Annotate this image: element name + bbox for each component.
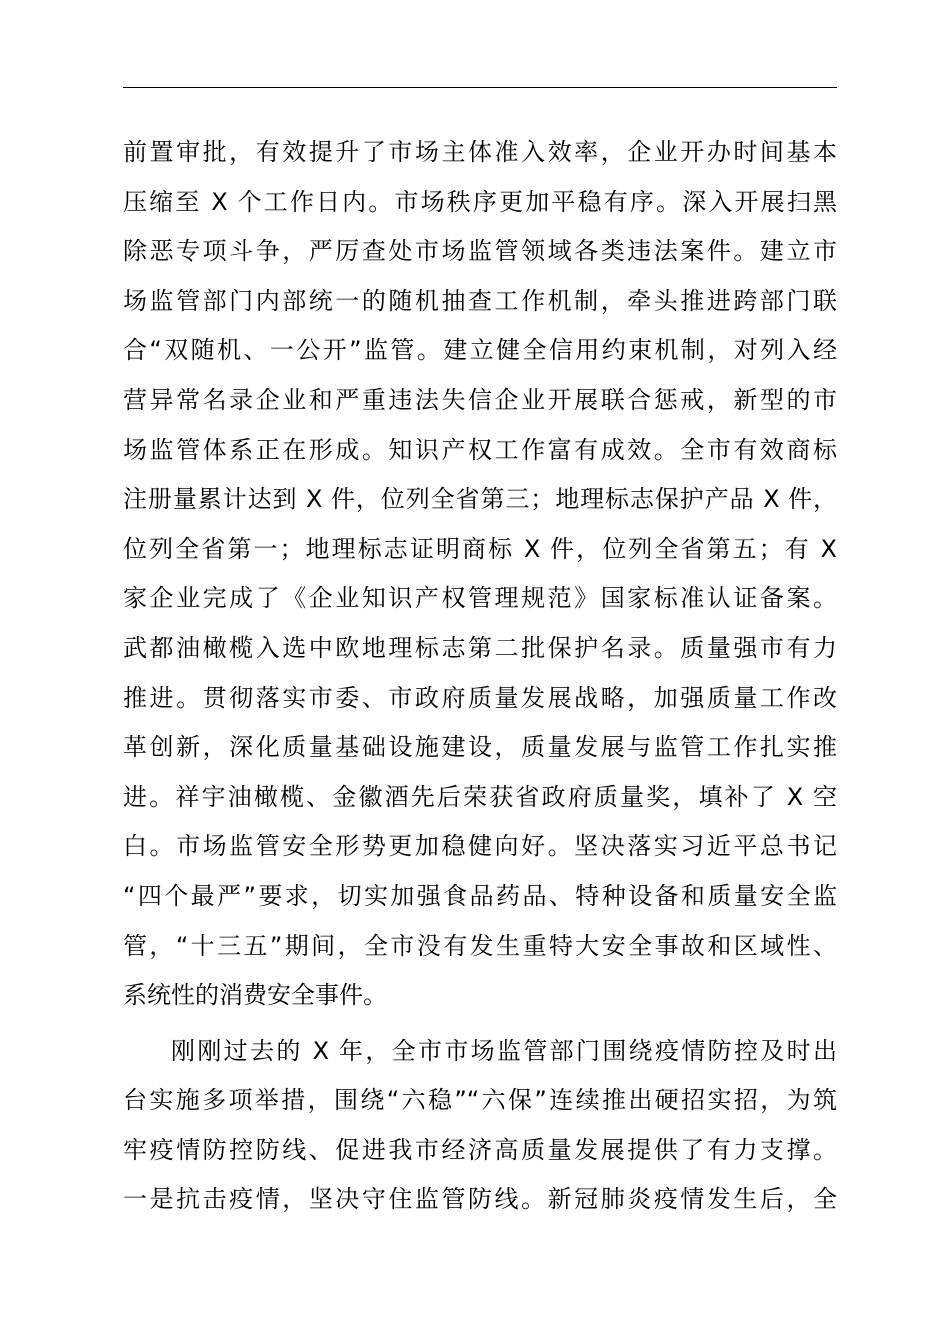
text-line: 系统性的消费安全事件。: [123, 981, 387, 1010]
text-line: 白。市场监管安全形势更加稳健向好。坚决落实习近平总书记: [123, 832, 837, 861]
text-line: 管，“十三五”期间，全市没有发生重特大安全事故和区域性、: [123, 931, 837, 960]
text-line: 进。祥宇油橄榄、金徽酒先后荣获省政府质量奖，填补了 X 空: [123, 782, 837, 811]
text-line: 除恶专项斗争，严厉查处市场监管领域各类违法案件。建立市: [123, 237, 837, 266]
text-line: 武都油橄榄入选中欧地理标志第二批保护名录。质量强市有力: [123, 633, 837, 662]
paragraph-1: [123, 128, 837, 1021]
paragraph-2: [123, 1027, 837, 1225]
text-line: 压缩至 X 个工作日内。市场秩序更加平稳有序。深入开展扫黑: [123, 187, 837, 216]
text-line: 位列全省第一；地理标志证明商标 X 件，位列全省第五；有 X: [123, 534, 837, 563]
header-rule: [123, 87, 837, 88]
text-line: 台实施多项举措，围绕“六稳”“六保”连续推出硬招实招，为筑: [123, 1086, 837, 1115]
text-line: 家企业完成了《企业知识产权管理规范》国家标准认证备案。: [123, 584, 837, 613]
text-line: 营异常名录企业和严重违法失信企业开展联合惩戒，新型的市: [123, 385, 837, 414]
text-line: 革创新，深化质量基础设施建设，质量发展与监管工作扎实推: [123, 733, 837, 762]
text-line: 场监管体系正在形成。知识产权工作富有成效。全市有效商标: [123, 435, 837, 464]
text-line: 牢疫情防控防线、促进我市经济高质量发展提供了有力支撑。: [123, 1135, 837, 1164]
text-line: 合“双随机、一公开”监管。建立健全信用约束机制，对列入经: [123, 336, 837, 365]
text-line: 注册量累计达到 X 件，位列全省第三；地理标志保护产品 X 件，: [123, 485, 837, 514]
text-line: 一是抗击疫情，坚决守住监管防线。新冠肺炎疫情发生后，全: [123, 1185, 837, 1214]
document-body: [123, 128, 837, 1225]
text-line: 场监管部门内部统一的随机抽查工作机制，牵头推进跨部门联: [123, 286, 837, 315]
text-line: 前置审批，有效提升了市场主体准入效率，企业开办时间基本: [123, 138, 837, 166]
text-line: 刚刚过去的 X 年，全市市场监管部门围绕疫情防控及时出: [171, 1036, 837, 1065]
text-line: 推进。贯彻落实市委、市政府质量发展战略，加强质量工作改: [123, 683, 837, 712]
text-line: “四个最严”要求，切实加强食品药品、特种设备和质量安全监: [123, 881, 837, 910]
